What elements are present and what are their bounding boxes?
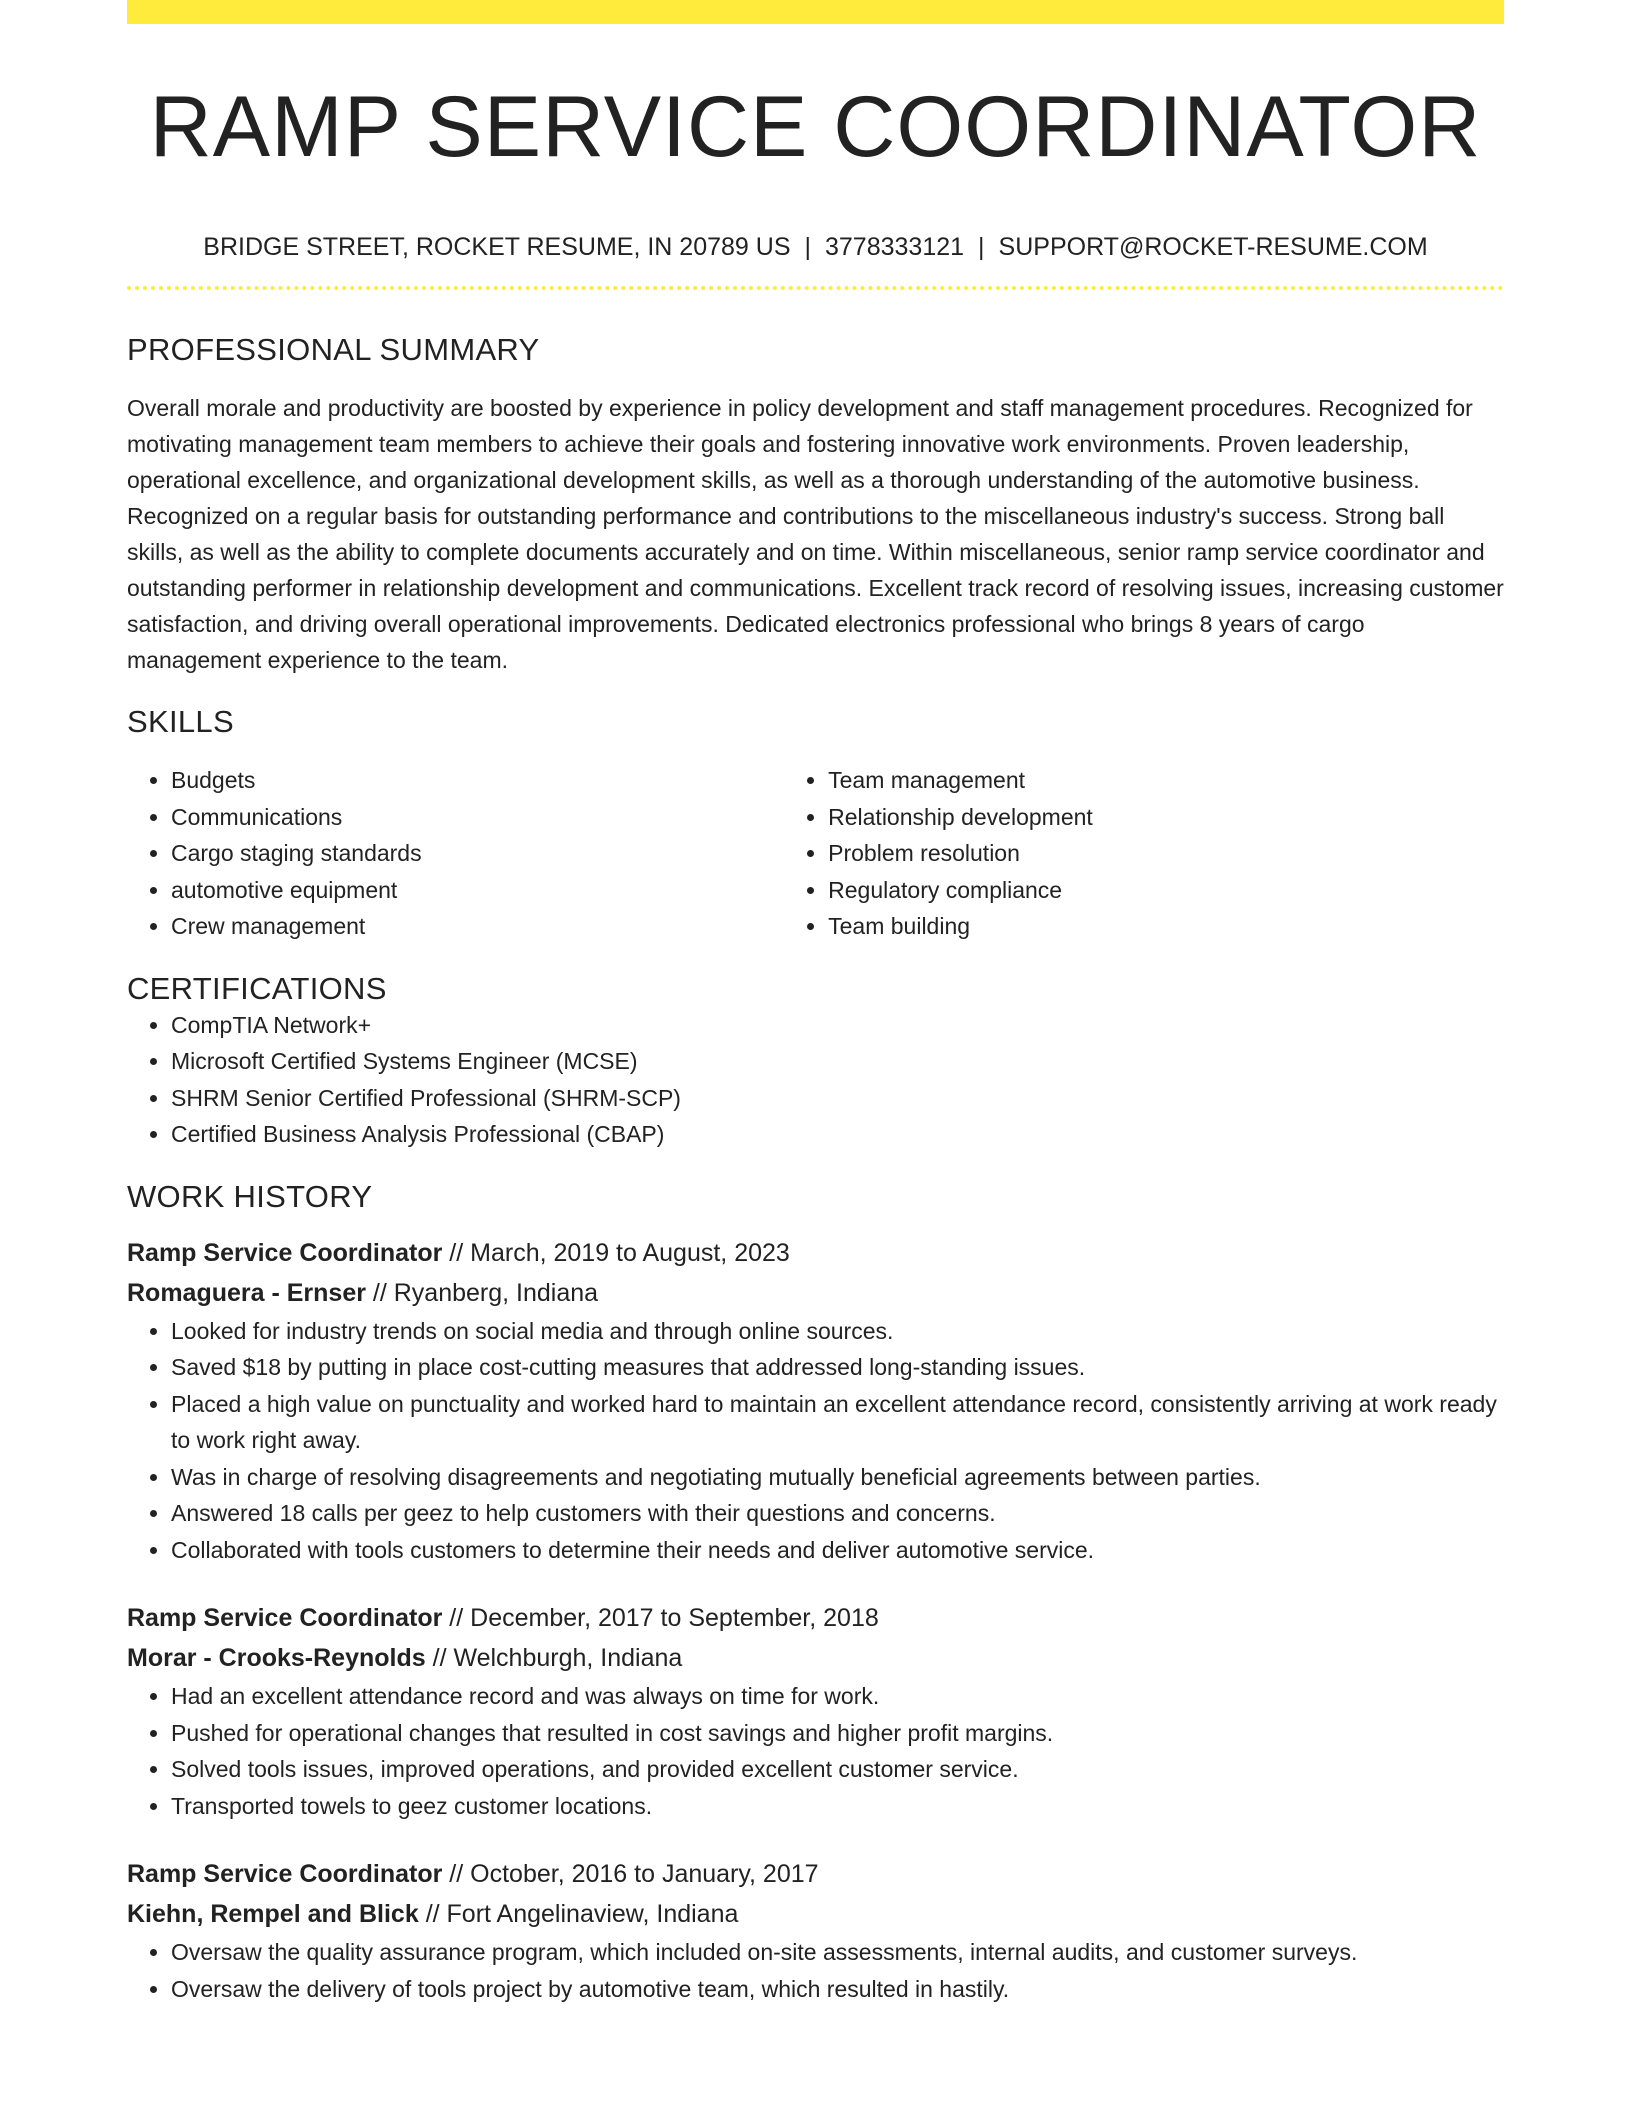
skill-item: • Team building xyxy=(828,908,1504,945)
job-bullets xyxy=(127,1678,1504,1824)
skill-item: • Regulatory compliance xyxy=(828,872,1504,909)
job-entry xyxy=(127,1598,1504,1824)
certification-item: • SHRM Senior Certified Professional (SHRM-SCP) xyxy=(171,1080,1504,1117)
skills-columns xyxy=(127,762,1504,945)
skill-item: • Crew management xyxy=(171,908,784,945)
job-bullet: • Had an excellent attendance record and was always on time for work. xyxy=(171,1678,1504,1715)
job-title: Ramp Service Coordinator xyxy=(127,1604,443,1632)
certifications-list xyxy=(127,1007,1504,1153)
skill-item: • Cargo staging standards xyxy=(171,835,784,872)
job-bullet: • Oversaw the delivery of tools project by automotive team, which resulted in hastily. xyxy=(171,1971,1504,2008)
job-location: // Ryanberg, Indiana xyxy=(365,1278,599,1307)
job-bullet: • Answered 18 calls per geez to help customers with their questions and concerns. xyxy=(171,1495,1504,1532)
skill-item: • Communications xyxy=(171,799,784,836)
contact-address: BRIDGE STREET, ROCKET RESUME, IN 20789 US xyxy=(203,233,791,261)
contact-separator: | xyxy=(804,233,811,261)
contact-phone: 3778333121 xyxy=(825,233,965,261)
job-company-line xyxy=(127,1894,1504,1934)
job-entry xyxy=(127,1854,1504,2007)
job-bullet: • Looked for industry trends on social media and through online sources. xyxy=(171,1313,1504,1350)
contact-email: SUPPORT@ROCKET-RESUME.COM xyxy=(998,233,1428,261)
job-bullet: • Oversaw the quality assurance program, which included on-site assessments, internal audits, and customer surveys. xyxy=(171,1934,1504,1971)
job-entry xyxy=(127,1233,1504,1569)
certification-item: • Microsoft Certified Systems Engineer (MCSE) xyxy=(171,1043,1504,1080)
job-title-line xyxy=(127,1854,1504,1894)
job-company: Kiehn, Rempel and Blick xyxy=(127,1900,419,1928)
job-company: Morar - Crooks-Reynolds xyxy=(127,1644,426,1672)
job-bullet: • Pushed for operational changes that resulted in cost savings and higher profit margins. xyxy=(171,1715,1504,1752)
job-location: // Welchburgh, Indiana xyxy=(425,1644,683,1672)
certifications-heading: CERTIFICATIONS xyxy=(127,970,387,1006)
job-company: Romaguera - Ernser xyxy=(127,1278,366,1307)
accent-top-bar xyxy=(127,0,1504,24)
job-bullet: • Saved $18 by putting in place cost-cutting measures that addressed long-standing issues. xyxy=(171,1349,1504,1386)
job-company-line xyxy=(127,1273,1504,1313)
job-dates: // March, 2019 to August, 2023 xyxy=(442,1238,790,1267)
job-bullet: • Placed a high value on punctuality and worked hard to maintain an excellent attendance record, consistently arriving at work ready to work right away. xyxy=(171,1386,1504,1459)
job-company-line xyxy=(127,1638,1504,1678)
summary-heading: PROFESSIONAL SUMMARY xyxy=(127,332,540,367)
skills-list-right xyxy=(784,762,1504,945)
job-bullet: • Transported towels to geez customer locations. xyxy=(171,1788,1504,1825)
job-bullets xyxy=(127,1313,1504,1569)
job-title-line xyxy=(127,1598,1504,1638)
job-bullets xyxy=(127,1934,1504,2007)
job-location: // Fort Angelinaview, Indiana xyxy=(418,1900,739,1928)
skill-item: • Problem resolution xyxy=(828,835,1504,872)
certification-item: • Certified Business Analysis Professional (CBAP) xyxy=(171,1116,1504,1153)
skills-heading: SKILLS xyxy=(127,704,234,739)
job-bullet: • Was in charge of resolving disagreements and negotiating mutually beneficial agreements between parties. xyxy=(171,1459,1504,1496)
job-title: Ramp Service Coordinator xyxy=(127,1238,443,1267)
page-title: RAMP SERVICE COORDINATOR xyxy=(149,79,1482,175)
dotted-divider xyxy=(127,286,1504,290)
resume-page xyxy=(127,0,1504,2007)
skill-item: • Budgets xyxy=(171,762,784,799)
contact-separator: | xyxy=(978,233,985,261)
job-dates: // October, 2016 to January, 2017 xyxy=(442,1860,819,1888)
skills-list-left xyxy=(127,762,784,945)
summary-text: Overall morale and productivity are boosted by experience in policy development and staff management procedures. Recognized for motivating management team members to achieve their goals and fostering innovative work environments. Proven leadership, operational excellence, and organizational development skills, as well as a thorough understanding of the automotive business. Recognized on a regular basis for outstanding performance and contributions to the miscellaneous industry's success. Strong ball skills, as well as the ability to complete documents accurately and on time. Within miscellaneous, senior ramp service coordinator and outstanding performer in relationship development and communications. Excellent track record of resolving issues, increasing customer satisfaction, and driving overall operational improvements. Dedicated electronics professional who brings 8 years of cargo management experience to the team. xyxy=(127,395,1504,673)
certification-item: • CompTIA Network+ xyxy=(171,1007,1504,1044)
skill-item: • automotive equipment xyxy=(171,872,784,909)
job-bullet: • Solved tools issues, improved operations, and provided excellent customer service. xyxy=(171,1751,1504,1788)
job-dates: // December, 2017 to September, 2018 xyxy=(442,1604,879,1632)
skill-item: • Team management xyxy=(828,762,1504,799)
work-history-heading: WORK HISTORY xyxy=(127,1178,373,1214)
skill-item: • Relationship development xyxy=(828,799,1504,836)
job-bullet: • Collaborated with tools customers to determine their needs and deliver automotive service. xyxy=(171,1532,1504,1569)
contact-line xyxy=(127,232,1504,262)
job-title-line xyxy=(127,1233,1504,1273)
job-title: Ramp Service Coordinator xyxy=(127,1860,443,1888)
